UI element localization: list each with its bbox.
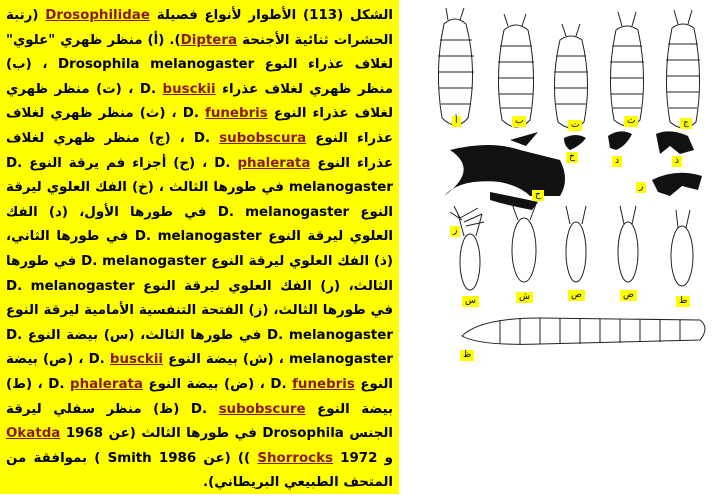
caption-j: ، (ج) منظر ظهري لغلاف عذراء النوع [6, 130, 393, 171]
funebris-2-pre: D. [270, 376, 287, 392]
label-th: ث [624, 116, 638, 127]
larva-za [462, 318, 705, 345]
drosophila-life-stages-figure [420, 0, 719, 494]
busckii-1-pre: D. [139, 81, 157, 97]
subobscure-link[interactable]: subobscure [218, 401, 306, 417]
label-r: ر [636, 182, 646, 193]
puparium-th [610, 12, 644, 126]
subobscura-link-1[interactable]: subobscura [219, 130, 307, 146]
funebris-link-1[interactable]: funebris [205, 106, 268, 122]
caption-intro: الشكل (113) الأطوار لأنواع فصيلة [156, 8, 394, 23]
mandible-d [608, 131, 632, 150]
label-za: ظ [460, 350, 474, 361]
egg-sh [512, 204, 536, 282]
caption-s: ، (ص) بيضة النوع [6, 352, 393, 392]
busckii-link-1[interactable]: busckii [162, 81, 216, 97]
caption-end: 1972 )) (عن Smith 1986 ) بموافقة من المتحف الطبيعي البريطاني). [6, 450, 393, 491]
caption-h-rest: ، (ح) أجزاء فم يرقة النوع D. melanogaster في طورها الثالث ، (خ) الفك العلوي ليرقة النوع D. melanogaster في طورها الأول، (د) الفك العلوي ليرقة النوع D. melanogaster في طورها الثاني، (ذ) الفك العلوي ليرقة النوع D. melanogaster في طورها الثالث، (ر) الفك العلوي ليرقة النوع D. melanogaster في طورها الثالث، (ز) الفتحة التنفسية الأمامية ليرقة النوع D. melanogaster في طورها الثالث، (س) بيضة النوع D. melanogaster ، (ش) بيضة النوع [6, 155, 394, 368]
busckii-2-pre: D. [88, 352, 105, 368]
label-d: د [612, 156, 622, 167]
label-z: ز [450, 226, 460, 237]
egg-dad [618, 206, 638, 282]
label-sad: ص [568, 290, 585, 301]
label-ta: ط [676, 296, 690, 307]
mandible-dh [656, 131, 694, 154]
label-kh: خ [566, 152, 578, 163]
phalerata-2-pre: D. [48, 376, 65, 392]
label-t: ت [568, 120, 582, 131]
egg-sad [566, 206, 586, 282]
label-h: ح [532, 190, 544, 201]
subobscure-pre: D. [190, 401, 208, 417]
family-link[interactable]: Drosophilidae [45, 8, 150, 23]
caption-t2: ، (ط) بيضة النوع [6, 376, 394, 417]
caption-order-pre: (رتبة الحشرات ثنائية الأجنحة [6, 8, 394, 48]
caption-a: ). (أ) منظر ظهري "علوي" لغلاف عذراء النوع Drosophila melanogaster ، (ب) منظر ظهري لغلاف عذراء [6, 32, 394, 97]
shorrocks-link[interactable]: Shorrocks [257, 450, 333, 466]
figure-illustration [420, 0, 719, 494]
mandible-kh [564, 135, 586, 150]
funebris-link-2[interactable]: funebris [292, 376, 355, 392]
spiracle-z [450, 206, 484, 226]
phalerata-link-1[interactable]: phalerata [237, 155, 311, 171]
caption-t: ، (ت) منظر ظهري لغلاف عذراء النوع [6, 81, 393, 122]
phalerata-1-pre: D. [214, 155, 231, 171]
subobscura-1-pre: D. [193, 130, 211, 146]
label-dad: ض [620, 290, 637, 301]
caption-d: ، (ض) بيضة النوع [148, 376, 265, 392]
puparium-t [554, 24, 588, 128]
puparium-j [666, 10, 700, 128]
caption-th: ، (ث) منظر ظهري لغلاف عذراء النوع [6, 106, 394, 146]
phalerata-link-2[interactable]: phalerata [70, 376, 143, 392]
label-a: أ [452, 116, 461, 127]
busckii-link-2[interactable]: busckii [109, 352, 164, 368]
label-b: ب [512, 116, 526, 127]
funebris-1-pre: D. [182, 106, 199, 122]
caption-1968: 1968 و [65, 426, 393, 466]
label-s: س [462, 296, 479, 307]
mouthparts-h [444, 132, 565, 210]
label-sh: ش [516, 292, 533, 303]
label-dh: ذ [672, 156, 682, 167]
okatda-link[interactable]: Okatda [6, 426, 61, 442]
order-link[interactable]: Diptera [180, 32, 238, 48]
caption-paragraph [6, 4, 393, 496]
puparium-a [438, 8, 474, 125]
egg-ta [671, 210, 693, 286]
puparium-b [498, 14, 534, 127]
label-j: ج [680, 118, 692, 129]
caption-z: (ظ) منظر سفلي ليرقة الجنس Drosophila في طورها الثالث (عن [6, 401, 393, 442]
mandible-r [652, 173, 702, 196]
